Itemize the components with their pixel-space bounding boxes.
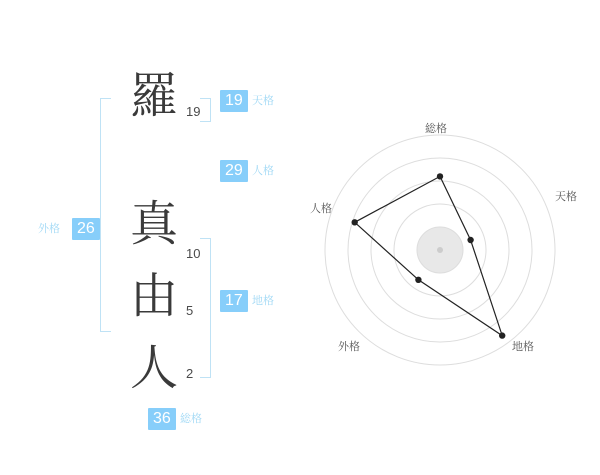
bracket-outer — [100, 98, 111, 332]
kanji-char-2: 真 — [129, 196, 178, 252]
stroke-count-4: 2 — [186, 366, 194, 381]
stroke-count-2: 10 — [186, 246, 201, 261]
bracket-earth — [200, 238, 211, 378]
stroke-count-1: 19 — [186, 104, 201, 119]
badge-label-chikaku: 地格 — [252, 294, 274, 307]
badge-label-gaikaku: 外格 — [38, 222, 60, 235]
kanji-char-4: 人 — [129, 340, 178, 396]
kanji-char-1: 羅 — [129, 68, 178, 124]
axis-label-gaikaku: 外格 — [338, 340, 360, 353]
badge-value-tenkaku: 19 — [220, 90, 248, 112]
axis-label-jinkaku: 人格 — [310, 202, 332, 215]
kanji-char-3: 由 — [129, 268, 178, 324]
badge-label-tenkaku: 天格 — [252, 94, 274, 107]
badge-value-soukaku: 36 — [148, 408, 176, 430]
axis-label-chikaku: 地格 — [512, 340, 534, 353]
radar-chart-svg — [300, 0, 600, 470]
badge-label-jinkaku: 人格 — [252, 164, 274, 177]
badge-label-soukaku: 総格 — [180, 412, 202, 425]
badge-value-gaikaku: 26 — [72, 218, 100, 240]
badge-value-chikaku: 17 — [220, 290, 248, 312]
badge-value-jinkaku: 29 — [220, 160, 248, 182]
axis-label-soukaku: 総格 — [425, 122, 447, 135]
name-panel — [0, 0, 300, 470]
axis-label-tenkaku: 天格 — [555, 190, 577, 203]
bracket-heaven — [200, 98, 211, 122]
radar-chart — [300, 0, 600, 470]
stroke-count-3: 5 — [186, 303, 194, 318]
